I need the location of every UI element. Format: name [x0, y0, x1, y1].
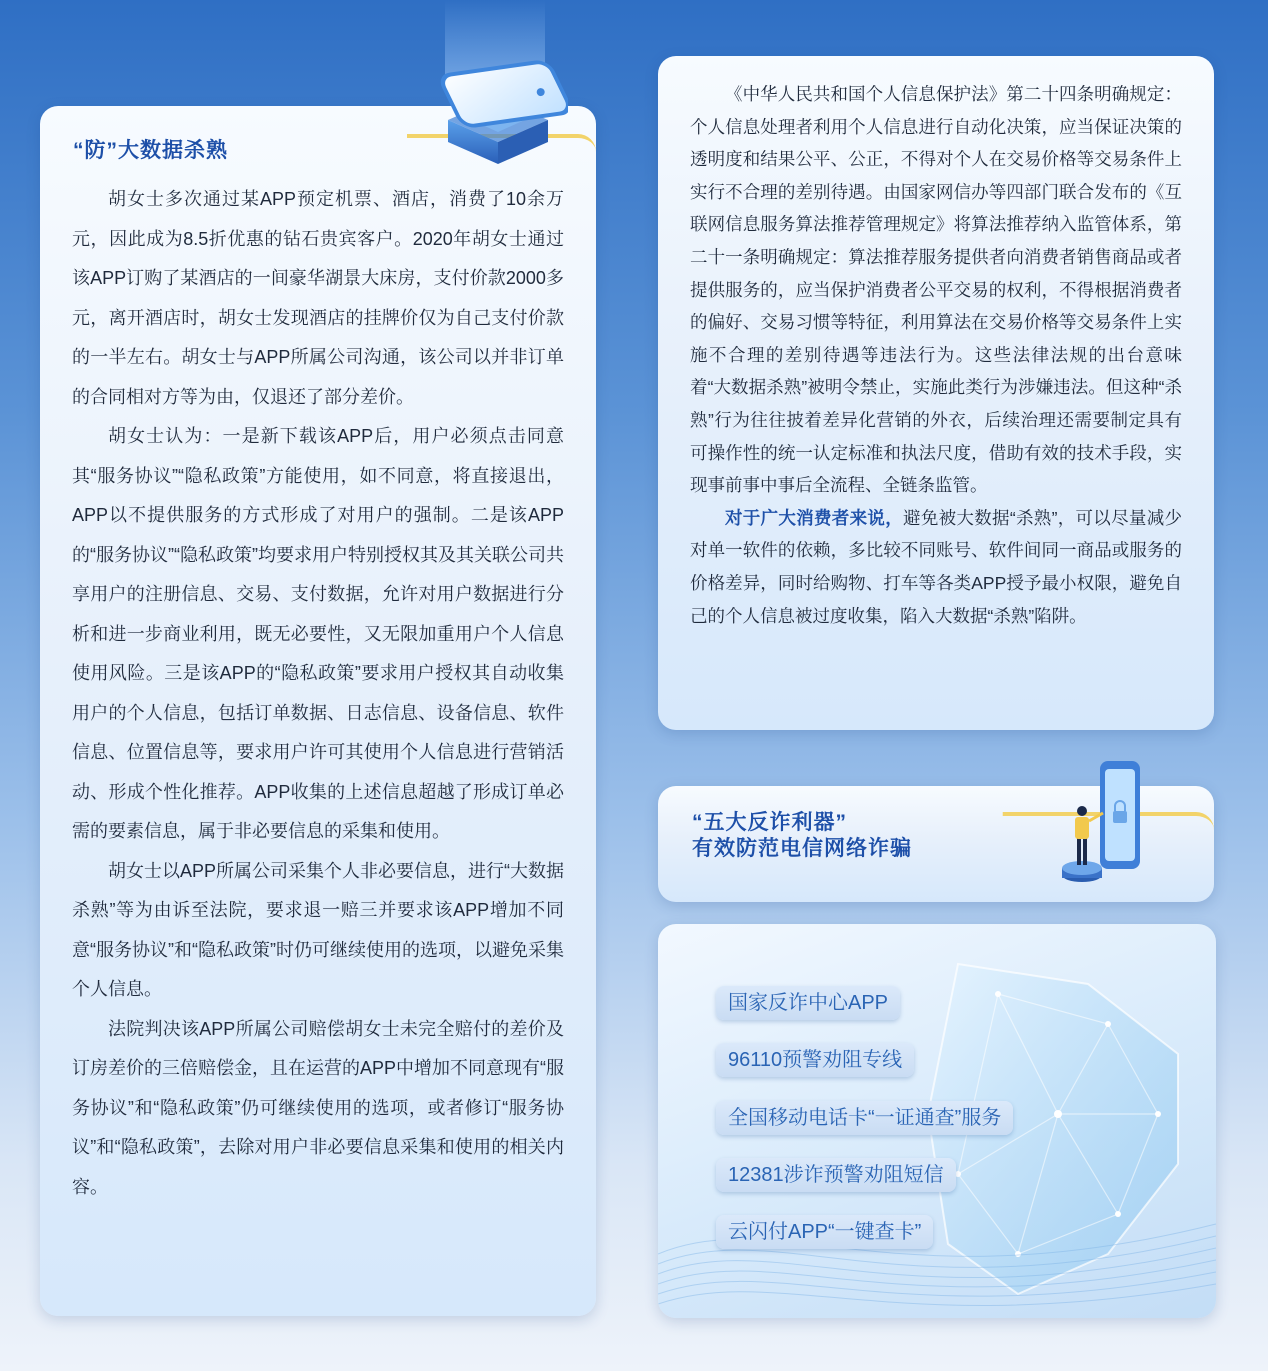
person-phone-lock-icon	[1055, 755, 1155, 895]
paragraph: 《中华人民共和国个人信息保护法》第二十四条明确规定：个人信息处理者利用个人信息进行自动化决策，应当保证决策的透明度和结果公平、公正，不得对个人在交易价格等交易条件上实行不合理的差别待遇。由国家网信办等四部门联合发布的《互联网信息服务算法推荐管理规定》将算法推荐纳入监管体系，第二十一条明确规定：算法推荐服务提供者向消费者销售商品或者提供服务的，应当保护消费者公平交易的权利，不得根据消费者的偏好、交易习惯等特征，利用算法在交易价格等交易条件上实施不合理的差别待遇等违法行为。这些法律法规的出台意味着“大数据杀熟”被明令禁止，实施此类行为涉嫌违法。但这种“杀熟”行为往往披着差异化营销的外衣，后续治理还需要制定具有可操作性的统一认定标准和执法尺度，借助有效的技术手段，实现事前事中事后全流程、全链条监管。	[690, 84, 1182, 496]
anti-fraud-subtitle: 有效防范电信网络诈骗	[692, 837, 912, 860]
paragraph: 法院判决该APP所属公司赔偿胡女士未完全赔付的差价及订房差价的三倍赔偿金，且在运营的APP中增加不同意现有“服务协议”和“隐私政策”仍可继续使用的选项，或者修订“服务协议”和“隐私政策”，去除对用户非必要信息采集和使用的相关内容。	[72, 1018, 565, 1197]
left-article-body	[72, 180, 564, 1207]
consumer-highlight: 对于广大消费者来说，	[725, 507, 904, 528]
tool-item: 国家反诈中心APP	[716, 986, 900, 1020]
anti-fraud-title: “五大反诈利器”	[692, 811, 847, 834]
paragraph-rest: 避免被大数据“杀熟”，可以尽量减少对单一软件的依赖，多比较不同账号、软件间同一商品或服务的价格差异，同时给购物、打车等各类APP授予最小权限，避免自己的个人信息被过度收集，陷入大数据“杀熟”陷阱。	[690, 507, 1183, 626]
right-article-body	[690, 78, 1182, 632]
tool-item: 云闪付APP“一键查卡”	[716, 1215, 933, 1249]
phone-cube-icon	[428, 40, 568, 170]
paragraph: 胡女士多次通过某APP预定机票、酒店，消费了10余万元，因此成为8.5折优惠的钻石贵宾客户。2020年胡女士通过该APP订购了某酒店的一间豪华湖景大床房，支付价款2000多元，离开酒店时，胡女士发现酒店的挂牌价仅为自己支付价款的一半左右。胡女士与APP所属公司沟通，该公司以并非订单的合同相对方等为由，仅退还了部分差价。	[72, 189, 564, 407]
tool-item: 全国移动电话卡“一证通查”服务	[716, 1101, 1013, 1135]
anti-fraud-tools-panel	[658, 924, 1216, 1318]
tool-item: 12381涉诈预警劝阻短信	[716, 1158, 956, 1192]
paragraph: 胡女士认为：一是新下载该APP后，用户必须点击同意其“服务协议”“隐私政策”方能使用，如不同意，将直接退出，APP以不提供服务的方式形成了对用户的强制。二是该APP的“服务协议”“隐私政策”均要求用户特别授权其及其关联公司共享用户的注册信息、交易、支付数据，允许对用户数据进行分析和进一步商业利用，既无必要性，又无限加重用户个人信息使用风险。三是该APP的“隐私政策”要求用户授权其自动收集用户的个人信息，包括订单数据、日志信息、设备信息、软件信息、位置信息等，要求用户许可其使用个人信息进行营销活动、形成个性化推荐。APP收集的上述信息超越了形成订单必需的要素信息，属于非必要信息的采集和使用。	[72, 426, 564, 841]
paragraph	[690, 502, 1182, 632]
tool-item: 96110预警劝阻专线	[716, 1043, 914, 1077]
paragraph: 胡女士以APP所属公司采集个人非必要信息，进行“大数据杀熟”等为由诉至法院，要求退一赔三并要求该APP增加不同意“服务协议”和“隐私政策”时仍可继续使用的选项，以避免采集个人信息。	[72, 860, 565, 999]
section-title-big-data: “防”大数据杀熟	[73, 139, 228, 162]
